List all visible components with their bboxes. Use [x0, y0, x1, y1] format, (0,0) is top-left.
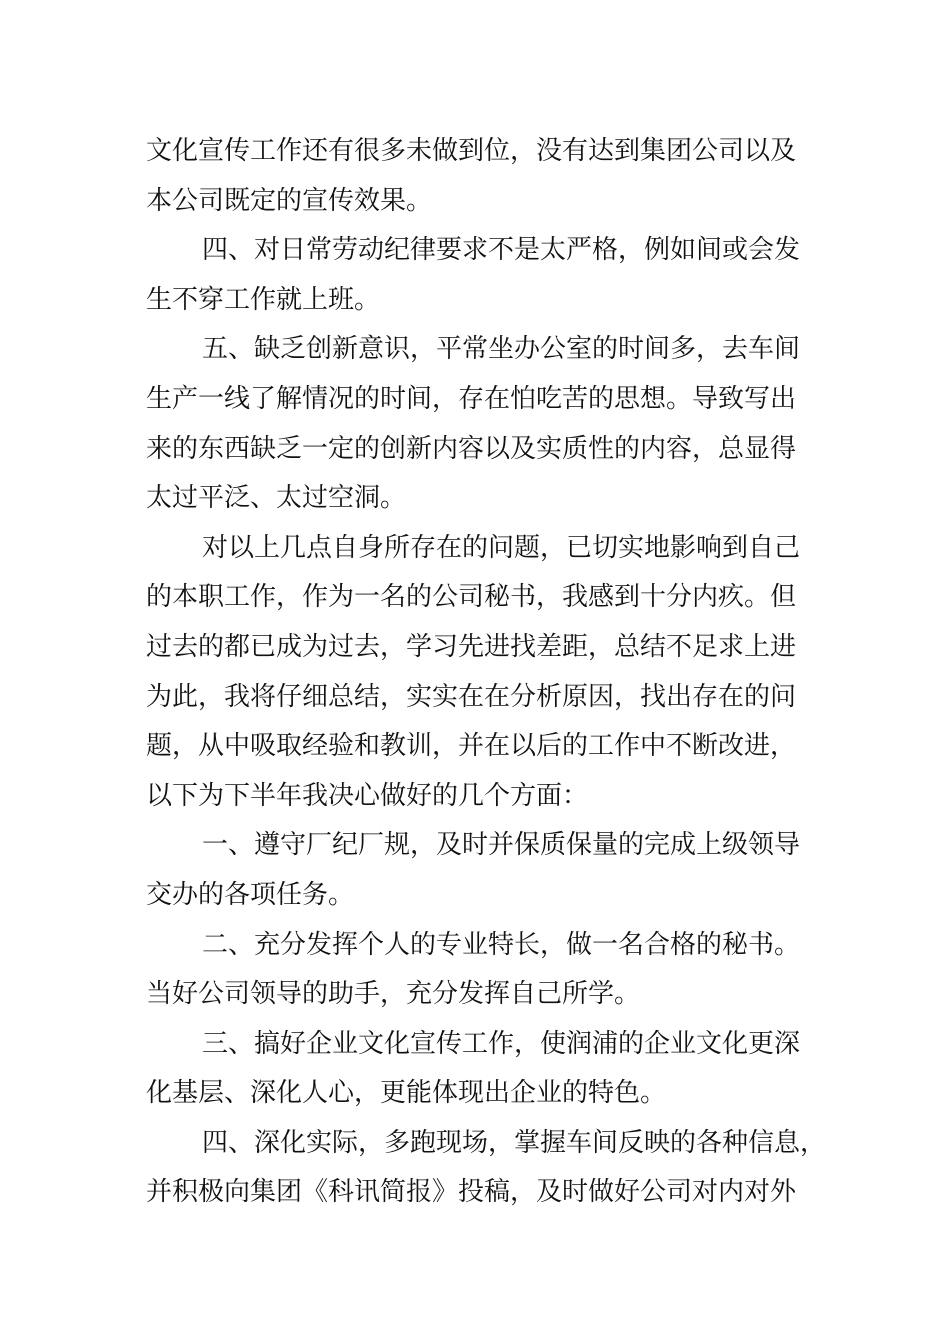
- text-line: 四、深化实际，多跑现场，掌握车间反映的各种信息，: [202, 1127, 827, 1158]
- text-line: 太过平泛、太过空洞。: [146, 483, 407, 514]
- text-line: 二、充分发挥个人的专业特长，做一名合格的秘书。: [202, 929, 801, 960]
- text-line: 对以上几点自身所存在的问题，已切实地影响到自己: [202, 532, 801, 563]
- text-line: 三、搞好企业文化宣传工作，使润浦的企业文化更深: [202, 1028, 801, 1059]
- text-line: 五、缺乏创新意识，平常坐办公室的时间多，去车间: [202, 334, 801, 365]
- text-line: 交办的各项任务。: [146, 879, 355, 910]
- text-line: 一、遵守厂纪厂规，及时并保质保量的完成上级领导: [202, 830, 801, 861]
- text-line: 来的东西缺乏一定的创新内容以及实质性的内容，总显得: [146, 433, 797, 464]
- text-line: 四、对日常劳动纪律要求不是太严格，例如间或会发: [202, 235, 801, 266]
- text-line: 过去的都已成为过去，学习先进找差距，总结不足求上进: [146, 631, 797, 662]
- document-body: [146, 127, 827, 1218]
- text-line: 化基层、深化人心，更能体现出企业的特色。: [146, 1078, 667, 1109]
- text-line: 生不穿工作就上班。: [146, 284, 381, 315]
- text-line: 以下为下半年我决心做好的几个方面：: [146, 780, 589, 811]
- text-line: 生产一线了解情况的时间，存在怕吃苦的思想。导致写出: [146, 383, 797, 414]
- text-line: 为此，我将仔细总结，实实在在分析原因，找出存在的问: [146, 681, 797, 712]
- text-line: 并积极向集团《科讯简报》投稿，及时做好公司对内对外: [146, 1177, 797, 1208]
- text-line: 本公司既定的宣传效果。: [146, 185, 433, 216]
- text-line: 题，从中吸取经验和教训，并在以后的工作中不断改进，: [146, 731, 797, 762]
- text-line: 文化宣传工作还有很多未做到位，没有达到集团公司以及: [146, 136, 797, 166]
- text-line: 当好公司领导的助手，充分发挥自己所学。: [146, 979, 641, 1010]
- text-line: 的本职工作，作为一名的公司秘书，我感到十分内疚。但: [146, 582, 797, 613]
